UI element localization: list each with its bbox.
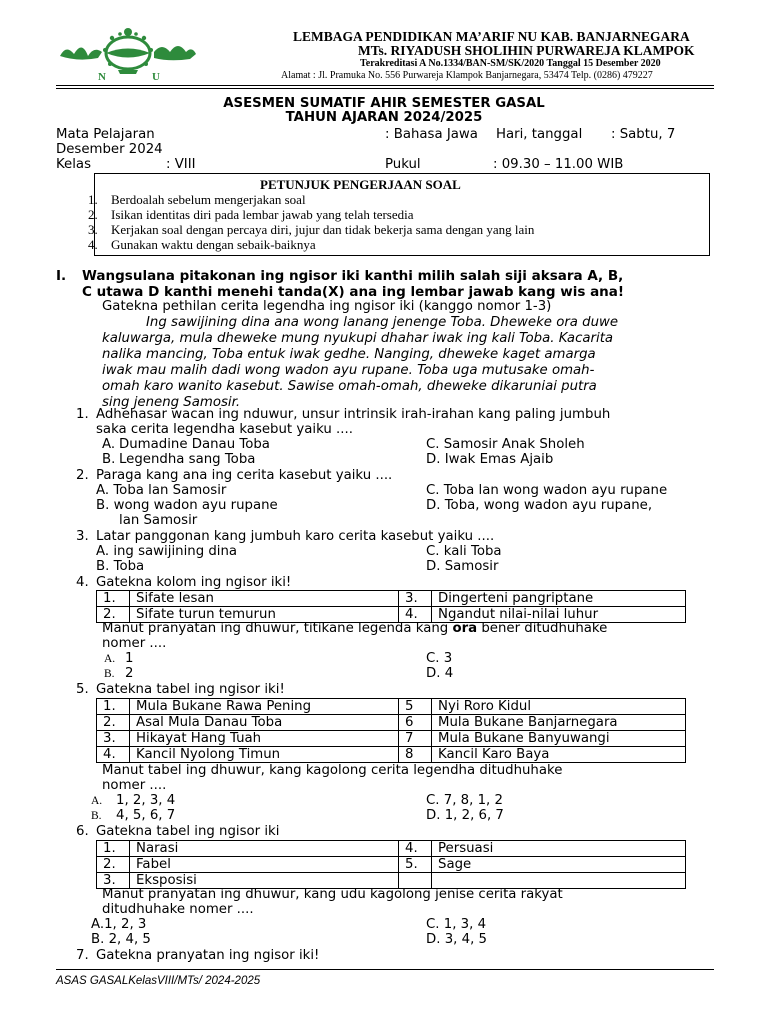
q4-option-a: 1 <box>125 651 134 666</box>
table-cell: 5 <box>399 699 432 715</box>
q1-number: 1. <box>76 407 89 422</box>
q4-table <box>96 590 686 623</box>
day-label: Hari, tanggal <box>496 127 583 142</box>
table-row <box>97 841 686 857</box>
exam-title: ASESMEN SUMATIF AHIR SEMESTER GASAL <box>223 96 545 111</box>
q4-question-emphasis: ora <box>452 621 478 636</box>
svg-text:U: U <box>152 71 160 83</box>
q6-option-b: B. 2, 4, 5 <box>91 932 151 947</box>
instruction-num: 2. <box>88 207 98 222</box>
org-name: LEMBAGA PENDIDIKAN MA’ARIF NU KAB. BANJARNEGARA <box>293 29 690 44</box>
q1-option-d: D. Iwak Emas Ajaib <box>426 452 554 467</box>
footer-text: ASAS GASALKelasVIII/MTs/ 2024-2025 <box>56 975 261 987</box>
table-cell: 1. <box>97 841 130 857</box>
q1-stem: Adhehasar wacan ing nduwur, unsur intrinsik irah-irahan kang paling jumbuh <box>96 407 611 422</box>
q4-question <box>102 621 607 636</box>
table-cell: 1. <box>97 591 130 607</box>
q7-number: 7. <box>76 948 89 963</box>
table-row <box>97 731 686 747</box>
q5-option-d: D. 1, 2, 6, 7 <box>426 808 504 823</box>
section-roman: I. <box>56 268 67 284</box>
q4-question-pre: Manut pranyatan ing dhuwur, titikane legenda kang <box>102 621 453 636</box>
passage-line: sing jeneng Samosir. <box>102 395 241 410</box>
table-cell: 7 <box>399 731 432 747</box>
q4-option-a-letter: A. <box>104 653 116 665</box>
q5-option-b-letter: B. <box>91 810 102 822</box>
table-cell: Dingerteni pangriptane <box>432 591 686 607</box>
q5-question: Manut tabel ing dhuwur, kang kagolong cerita legendha ditudhuhake <box>102 763 563 778</box>
section-instruction-2: C utawa D kanthi menehi tanda(X) ana ing lembar jawab kang wis ana! <box>82 284 625 300</box>
q2-stem: Paraga kang ana ing cerita kasebut yaiku .... <box>96 468 393 483</box>
table-cell: Narasi <box>130 841 399 857</box>
q4-question-post: bener ditudhuhake <box>477 621 608 636</box>
q5-option-a: 1, 2, 3, 4 <box>116 793 176 808</box>
q6-option-c: C. 1, 3, 4 <box>426 917 487 932</box>
school-name: MTs. RIYADUSH SHOLIHIN PURWAREJA KLAMPOK <box>358 43 695 58</box>
q1-option-b: Legendha sang Toba <box>119 452 256 467</box>
passage-intro: Gatekna pethilan cerita legendha ing ngisor iki (kanggo nomor 1-3) <box>102 299 552 314</box>
q2-option-b: B. wong wadon ayu rupane <box>96 498 278 513</box>
q3-option-b: B. Toba <box>96 559 145 574</box>
q1-option-a: Dumadine Danau Toba <box>119 437 270 452</box>
instruction-text: Kerjakan soal dengan percaya diri, jujur dan tidak bekerja sama dengan yang lain <box>111 222 535 237</box>
table-cell: 2. <box>97 715 130 731</box>
header-divider-thin <box>56 88 714 89</box>
passage-line: omah karo wanito kasebut. Sawise omah-omah, dheweke dikaruniai putra <box>102 379 597 394</box>
q6-stem: Gatekna tabel ing ngisor iki <box>96 824 280 839</box>
table-cell: Hikayat Hang Tuah <box>130 731 399 747</box>
header-divider <box>56 85 714 86</box>
table-cell: 3. <box>97 731 130 747</box>
q2-option-d: D. Toba, wong wadon ayu rupane, <box>426 498 653 513</box>
table-cell: Sifate lesan <box>130 591 399 607</box>
table-cell: 6 <box>399 715 432 731</box>
table-cell: 4. <box>399 607 432 623</box>
q5-table <box>96 698 686 763</box>
day-value: : Sabtu, 7 <box>611 127 676 142</box>
table-cell: Nyi Roro Kidul <box>432 699 686 715</box>
day-value-cont: Desember 2024 <box>56 142 163 157</box>
passage-line: Ing sawijining dina ana wong lanang jenenge Toba. Dheweke ora duwe <box>146 315 619 330</box>
q4-question-cont: nomer .... <box>102 636 167 651</box>
table-cell: Sage <box>432 857 686 873</box>
class-value: : VIII <box>166 157 196 172</box>
table-row <box>97 715 686 731</box>
passage-line: iwak mau malih dadi wong wadon ayu rupane. Toba uga mutusake omah- <box>102 363 595 378</box>
table-cell: 3. <box>399 591 432 607</box>
academic-year: TAHUN AJARAN 2024/2025 <box>285 110 483 125</box>
q6-option-d: D. 3, 4, 5 <box>426 932 487 947</box>
q1-option-c: C. Samosir Anak Sholeh <box>426 437 585 452</box>
accreditation: Terakreditasi A No.1334/BAN-SM/SK/2020 Tanggal 15 Desember 2020 <box>360 58 661 69</box>
table-cell: 4. <box>97 747 130 763</box>
instruction-num: 3. <box>88 222 98 237</box>
table-cell: Eksposisi <box>130 873 399 889</box>
table-cell: 8 <box>399 747 432 763</box>
q2-option-b-cont: lan Samosir <box>119 513 198 528</box>
q1-option-a-letter: A. <box>102 437 116 452</box>
q4-option-d: D. 4 <box>426 666 454 681</box>
table-row <box>97 591 686 607</box>
q3-option-c: C. kali Toba <box>426 544 502 559</box>
subject-label: Mata Pelajaran <box>56 127 155 142</box>
q2-option-c: C. Toba lan wong wadon ayu rupane <box>426 483 668 498</box>
nu-logo <box>58 26 198 84</box>
table-cell: 1. <box>97 699 130 715</box>
q3-number: 3. <box>76 529 89 544</box>
q5-question-cont: nomer .... <box>102 778 167 793</box>
q7-stem: Gatekna pranyatan ing ngisor iki! <box>96 948 320 963</box>
q6-question: Manut pranyatan ing dhuwur, kang udu kagolong jenise cerita rakyat <box>102 887 563 902</box>
time-label: Pukul <box>385 157 421 172</box>
subject-value: : Bahasa Jawa <box>385 127 478 142</box>
q5-option-b: 4, 5, 6, 7 <box>116 808 176 823</box>
table-cell: 5. <box>399 857 432 873</box>
table-cell: Fabel <box>130 857 399 873</box>
q5-stem: Gatekna tabel ing ngisor iki! <box>96 682 285 697</box>
table-cell: 2. <box>97 857 130 873</box>
q3-option-d: D. Samosir <box>426 559 499 574</box>
table-cell: 4. <box>399 841 432 857</box>
instruction-num: 4. <box>88 237 98 252</box>
address: Alamat : Jl. Pramuka No. 556 Purwareja Klampok Banjarnegara, 53474 Telp. (0286) 479227 <box>281 70 653 81</box>
table-cell: 2. <box>97 607 130 623</box>
q4-number: 4. <box>76 575 89 590</box>
q4-option-b-letter: B. <box>104 668 115 680</box>
q4-option-b: 2 <box>125 666 134 681</box>
table-cell: Asal Mula Danau Toba <box>130 715 399 731</box>
table-cell: Mula Bukane Banyuwangi <box>432 731 686 747</box>
time-value: : 09.30 – 11.00 WIB <box>493 157 624 172</box>
table-cell: Kancil Nyolong Timun <box>130 747 399 763</box>
q2-option-a: A. Toba lan Samosir <box>96 483 227 498</box>
q4-option-c: C. 3 <box>426 651 453 666</box>
q6-option-a: A.1, 2, 3 <box>91 917 147 932</box>
table-cell: Ngandut nilai-nilai luhur <box>432 607 686 623</box>
q1-stem-cont: saka cerita legendha kasebut yaiku .... <box>96 422 353 437</box>
q5-number: 5. <box>76 682 89 697</box>
q6-number: 6. <box>76 824 89 839</box>
q5-option-c: C. 7, 8, 1, 2 <box>426 793 503 808</box>
passage-line: kaluwarga, mula dheweke mung nyukupi dhahar iwak ing kali Toba. Kacarita <box>102 331 614 346</box>
table-cell: Kancil Karo Baya <box>432 747 686 763</box>
table-row <box>97 699 686 715</box>
q3-stem: Latar panggonan kang jumbuh karo cerita kasebut yaiku .... <box>96 529 495 544</box>
svg-text:N: N <box>98 71 106 83</box>
footer-divider <box>56 969 714 970</box>
instruction-num: 1. <box>88 192 98 207</box>
q5-option-a-letter: A. <box>91 795 103 807</box>
instruction-text: Berdoalah sebelum mengerjakan soal <box>111 192 306 207</box>
instruction-text: Isikan identitas diri pada lembar jawab yang telah tersedia <box>111 207 414 222</box>
table-cell: Mula Bukane Rawa Pening <box>130 699 399 715</box>
q6-table <box>96 840 686 889</box>
instructions-title: PETUNJUK PENGERJAAN SOAL <box>260 177 461 192</box>
q4-stem: Gatekna kolom ing ngisor iki! <box>96 575 292 590</box>
q2-number: 2. <box>76 468 89 483</box>
instruction-text: Gunakan waktu dengan sebaik-baiknya <box>111 237 316 252</box>
q6-question-cont: ditudhuhake nomer .... <box>102 902 254 917</box>
section-instruction-1: Wangsulana pitakonan ing ngisor iki kanthi milih salah siji aksara A, B, <box>82 268 624 284</box>
q1-option-b-letter: B. <box>102 452 116 467</box>
class-label: Kelas <box>56 157 92 172</box>
table-cell: Persuasi <box>432 841 686 857</box>
table-row <box>97 857 686 873</box>
q3-option-a: A. ing sawijining dina <box>96 544 238 559</box>
table-cell: 3. <box>97 873 130 889</box>
table-row <box>97 747 686 763</box>
passage-line: nalika mancing, Toba entuk iwak gedhe. Nanging, dheweke kaget amarga <box>102 347 596 362</box>
table-cell: Mula Bukane Banjarnegara <box>432 715 686 731</box>
table-cell: Sifate turun temurun <box>130 607 399 623</box>
